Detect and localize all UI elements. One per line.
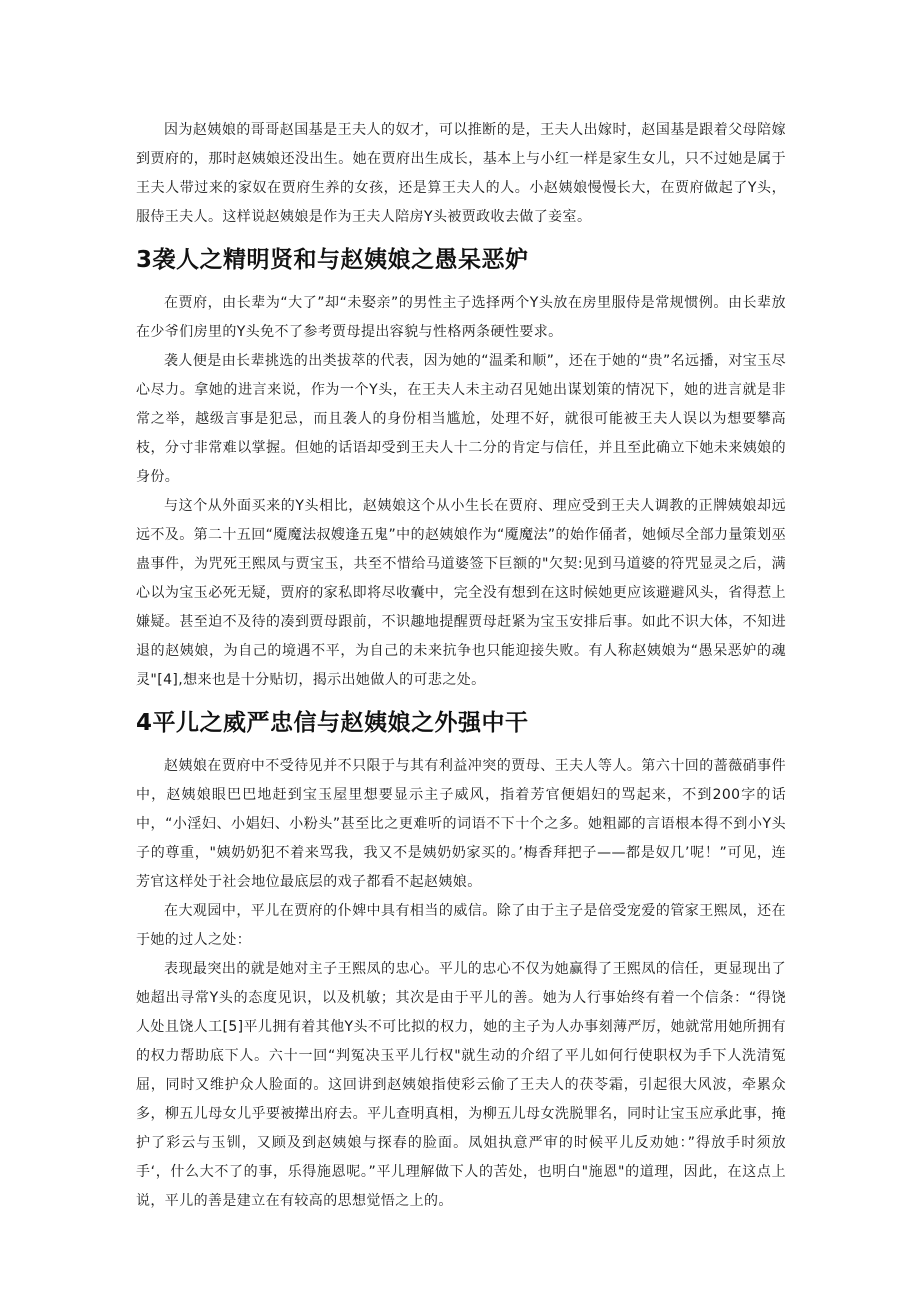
section-4-heading: 4平儿之威严忠信与赵姨娘之外强中干 bbox=[136, 710, 529, 736]
section-3-paragraph: 袭人便是由长辈挑选的出类拔萃的代表，因为她的“温柔和顺”，还在于她的“贵”名远播，对宝玉尽心尽力。拿她的进言来说，作为一个Y头，在王夫人未主动召见她出谋划策的情况下，她的进言就是非常之举，越级言事是犯忌，而且袭人的身份相当尴尬，处理不好，就很可能被王夫人误以为想要攀高枝，分寸非常难以掌握。但她的话语却受到王夫人十二分的肯定与信任，并且至此确立下她未来姨娘的身份。 bbox=[136, 353, 786, 485]
section-4-paragraph: 表现最突出的就是她对主子王熙凤的忠心。平儿的忠心不仅为她赢得了王熙凤的信任，更显现出了她超出寻常Y头的态度见识，以及机敏；其次是由于平儿的善。她为人行事始终有着一个信条：“得饶人处且饶人工[5]平儿拥有着其他Y头不可比拟的权力，她的主子为人办事刻薄严厉，她就常用她所拥有的权力帮助底下人。六十一回“判冤决玉平儿行权"就生动的介绍了平儿如何行使职权为手下人洗清冤屈，同时又维护众人脸面的。这回讲到赵姨娘指使彩云偷了王夫人的茯苓霜，引起很大风波，牵累众多，柳五儿母女儿乎要被撵出府去。平儿查明真相，为柳五儿母女洗脱罪名，同时让宝玉应承此事，掩护了彩云与玉钏，又顾及到赵姨娘与探春的脸面。凤姐执意严审的时候平儿反劝她：”得放手时须放手‘，什么大不了的事，乐得施恩呢。”平儿理解做下人的苦处，也明白"施恩"的道理，因此，在这点上说，平儿的善是建立在有较高的思想觉悟之上的。 bbox=[136, 961, 786, 1209]
document-body bbox=[136, 116, 786, 1216]
section-3-heading: 3袭人之精明贤和与赵姨娘之愚呆恶妒 bbox=[136, 247, 529, 273]
section-4-paragraph: 在大观园中，平儿在贾府的仆婢中具有相当的威信。除了由于主子是倍受宠爱的管家王熙凤，还在于她的过人之处： bbox=[136, 903, 786, 948]
section-3-paragraph: 在贾府，由长辈为“大了”却“未娶亲”的男性主子选择两个Y头放在房里服侍是常规惯例。由长辈放在少爷们房里的Y头免不了参考贾母提出容貌与性格两条硬性要求。 bbox=[136, 295, 786, 340]
section-4-paragraph: 赵姨娘在贾府中不受待见并不只限于与其有利益冲突的贾母、王夫人等人。第六十回的蔷薇硝事件中，赵姨娘眼巴巴地赶到宝玉屋里想要显示主子威风，指着芳官便娼妇的骂起来，不到200字的话中，“小淫妇、小娼妇、小粉头”甚至比之更难听的词语不下十个之多。她粗鄙的言语根本得不到小Y头子的尊重，"姨奶奶犯不着来骂我，我又不是姨奶奶家买的。’梅香拜把子——都是奴几’呢！”可见，连芳官这样处于社会地位最底层的戏子都看不起赵姨娘。 bbox=[136, 758, 786, 890]
intro-paragraph: 因为赵姨娘的哥哥赵国基是王夫人的奴才，可以推断的是，王夫人出嫁时，赵国基是跟着父母陪嫁到贾府的，那时赵姨娘还没出生。她在贾府出生成长，基本上与小红一样是家生女儿，只不过她是属于王夫人带过来的家奴在贾府生养的女孩，还是算王夫人的人。小赵姨娘慢慢长大，在贾府做起了Y头，服侍王夫人。这样说赵姨娘是作为王夫人陪房Y头被贾政收去做了妾室。 bbox=[136, 122, 786, 225]
section-3-paragraph: 与这个从外面买来的Y头相比，赵姨娘这个从小生长在贾府、理应受到王夫人调教的正牌姨娘却远远不及。第二十五回“魇魔法叔嫂逢五鬼”中的赵姨娘作为“魇魔法”的始作俑者，她倾尽全部力量策划巫蛊事件，为咒死王熙凤与贾宝玉，共至不惜给马道婆签下巨额的"欠契:见到马道婆的符咒显灵之后，满心以为宝玉必死无疑，贾府的家私即将尽收囊中，完全没有想到在这时候她更应该避避风头，省得惹上嫌疑。甚至迫不及待的凑到贾母跟前，不识趣地提醒贾母赶紧为宝玉安排后事。如此不识大体，不知进退的赵姨娘，为自己的境遇不平，为自己的未来抗争也只能迎接失败。有人称赵姨娘为“愚呆恶妒的魂灵"[4],想来也是十分贴切，揭示出她做人的可悲之处。 bbox=[136, 498, 786, 688]
